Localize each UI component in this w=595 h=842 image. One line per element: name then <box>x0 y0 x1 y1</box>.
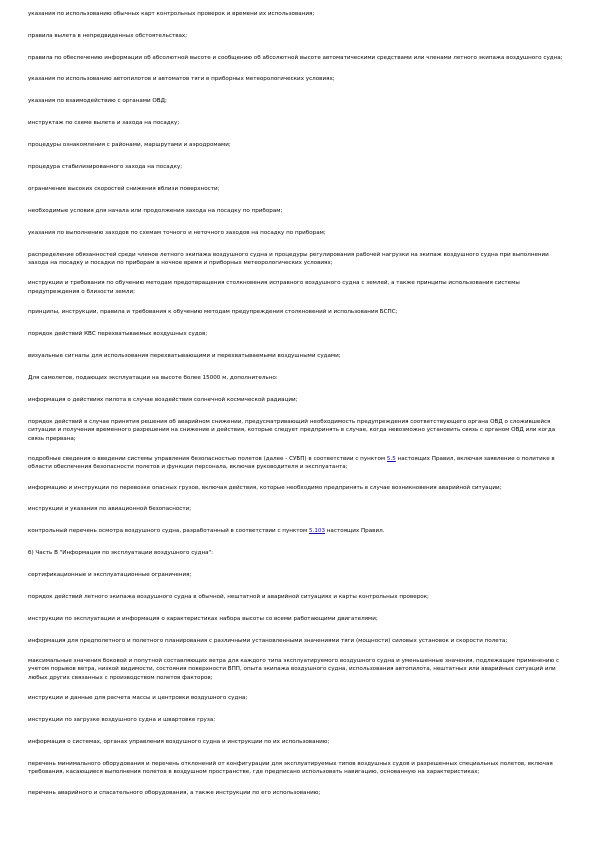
paragraph-text: подробные сведения о введении системы управления безопасностью полетов (далее - СУБП) в соответствии с пунктом <box>28 456 387 463</box>
paragraph: инструкции и требования по обучению методам предотвращения столкновения исправного воздушного судна с землей, а также принципы использования системы предупреждения о близости земли; <box>28 280 520 295</box>
paragraph: порядок действий КВС перехватываемых воздушных судов; <box>28 331 208 338</box>
paragraph: указания по взаимодействию с органами ОВД; <box>28 97 167 104</box>
paragraph: инструкции и указания по авиационной безопасности; <box>28 505 192 512</box>
paragraph: указания по использованию обычных карт контрольных проверок и времени их использования; <box>28 11 315 17</box>
paragraph-text: настоящих Правил. <box>325 527 385 534</box>
paragraph: инструкции по загрузке воздушного судна и швартовке груза; <box>28 717 216 724</box>
paragraph: процедура стабилизированного захода на посадку; <box>28 163 183 170</box>
paragraph: визуальные сигналы для использования перехватывающими и перехватываемыми воздушными судами; <box>28 353 341 360</box>
paragraph-text: контрольный перечень осмотра воздушного судна, разработанный в соответствии с пунктом <box>28 527 309 534</box>
paragraph: Для самолетов, подающих эксплуатации на высоте более 15000 м, дополнительно: <box>28 375 278 382</box>
paragraph: правила вылета в непредвиденных обстоятельствах; <box>28 33 188 39</box>
paragraph: порядок действий летного экипажа воздушного судна в обычной, нештатной и аварийной ситуациях и карты контрольных проверок; <box>28 593 429 600</box>
paragraph-with-link <box>28 527 568 535</box>
paragraph: перечень минимального оборудования и перечень отклонений от конфигурации для эксплуатируемых типов воздушных судов и разрешенных специальных полетов, включая требования, касающиеся выполнения полетов в воздушном пространстве, где предписано использовать навигацию, основанную на характеристиках; <box>28 761 553 776</box>
paragraph: правила по обеспечению информации об абсолютной высоте и сообщению об абсолютной высоте автоматическими средствами или членами летного экипажа воздушного судна; <box>28 55 563 61</box>
paragraph: принципы, инструкции, правила и требования к обучению методам предупреждения столкновений и использования БСПС; <box>28 309 398 316</box>
paragraph: информация для предполетного и полетного планирования с различными установленными значениями тяги (мощности) силовых установок и скорости полета; <box>28 637 508 644</box>
document-page <box>28 10 568 811</box>
paragraph: процедуры ознакомления с районами, маршрутами и аэродромами; <box>28 141 231 148</box>
section-heading: б) Часть В "Информация по эксплуатации воздушного судна": <box>28 549 214 556</box>
paragraph: порядок действий в случае принятия решения об аварийном снижении, предусматривающий необходимость предупреждения соответствующего органа ОВД о сложившейся ситуации и получения временного разрешения на снижение и действия, которые следует предпринять в случае, когда невозможно установить связь с органом ОВД или когда связь прервана; <box>28 419 556 442</box>
paragraph: перечень аварийного и спасательного оборудования, а также инструкции по его использованию; <box>28 789 321 796</box>
section-link-5-5[interactable]: 5.5 <box>386 456 396 463</box>
paragraph: информацию и инструкции по перевозке опасных грузов, включая действия, которые необходимо предпринять в случае возникновения аварийной ситуации; <box>28 484 502 491</box>
paragraph-text: настоящих Правил, включая заявление о политике в области обеспечения безопасности полетов и функции персонала, включая руководителя и эксплуатанта; <box>28 456 555 471</box>
paragraph: инструктаж по схеме вылета и захода на посадку; <box>28 119 180 126</box>
paragraph: указания по выполнению заходов по схемам точного и неточного заходов на посадку по приборам; <box>28 229 326 236</box>
paragraph: ограничение высоких скоростей снижения вблизи поверхности; <box>28 185 220 192</box>
paragraph: максимальные значения боковой и попутной составляющих ветра для каждого типа эксплуатируемого воздушного судна и уменьшенные значения, подлежащие применению с учетом порывов ветра, низкой видимости, состояния поверхности ВПП, опыта экипажа воздушного судна, использования автопилота, нештатных или аварийных ситуаций или любых других связанных с производством полетов факторов; <box>28 658 560 681</box>
paragraph: сертификационные и эксплуатационные ограничения; <box>28 571 192 578</box>
section-link-5-103[interactable]: 5.103 <box>308 527 325 534</box>
paragraph-with-link <box>28 455 568 471</box>
paragraph: инструкции и данные для расчета массы и центровки воздушного судна; <box>28 695 248 702</box>
paragraph: информация о действиях пилота в случае воздействия солнечной космической радиации; <box>28 397 298 404</box>
paragraph: инструкции по эксплуатации и информация о характеристиках набора высоты со всеми работающими двигателями; <box>28 615 378 622</box>
paragraph: распределение обязанностей среди членов летного экипажа воздушного судна и процедуры регулирования рабочей нагрузки на экипаж воздушного судна при выполнении захода на посадку и посадки по приборам в ночное время и приборных метеорологических условиях; <box>28 251 549 266</box>
paragraph: информация о системах, органах управления воздушного судна и инструкции по их использованию; <box>28 739 330 746</box>
paragraph: необходимые условия для начала или продолжения захода на посадку по приборам; <box>28 207 283 214</box>
paragraph: указания по использованию автопилотов и автоматов тяги в приборных метеорологических условиях; <box>28 75 335 82</box>
